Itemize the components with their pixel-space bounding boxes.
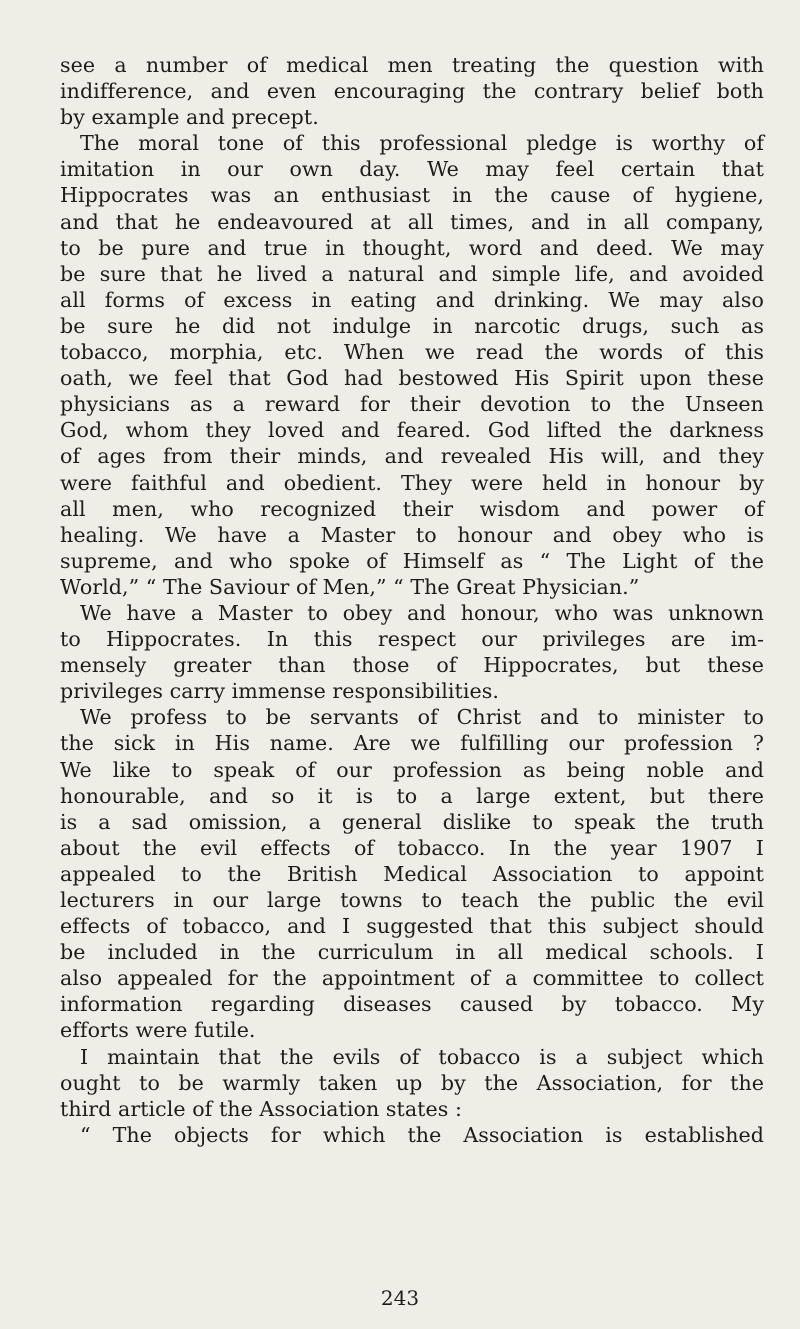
- text-line: World,” “ The Saviour of Men,” “ The Great Physician.”: [60, 574, 640, 599]
- text-line: God, whom they loved and feared. God lifted the darkness: [60, 418, 764, 443]
- text-line: The moral tone of this professional pledge is worthy of: [80, 131, 764, 156]
- text-line: We profess to be servants of Christ and to minister to: [80, 705, 764, 730]
- text-line: We like to speak of our profession as being noble and: [60, 757, 764, 782]
- text-line: all forms of excess in eating and drinking. We may also: [60, 287, 764, 312]
- text-line: information regarding diseases caused by tobacco. My: [60, 992, 764, 1017]
- text-line: honourable, and so it is to a large extent, but there: [60, 783, 764, 808]
- text-line: appealed to the British Medical Association to appoint: [60, 861, 764, 886]
- text-line: by example and precept.: [60, 105, 319, 130]
- text-line: also appealed for the appointment of a committee to collect: [60, 966, 764, 991]
- text-line: be sure that he lived a natural and simple life, and avoided: [60, 261, 764, 286]
- text-line: I maintain that the evils of tobacco is a subject which: [80, 1044, 764, 1069]
- text-line: all men, who recognized their wisdom and power of: [60, 496, 764, 521]
- text-line: to be pure and true in thought, word and deed. We may: [60, 235, 764, 260]
- text-line: ought to be warmly taken up by the Association, for the: [60, 1070, 764, 1095]
- text-line: to Hippocrates. In this respect our privileges are im-: [60, 627, 764, 652]
- body-text: [60, 52, 764, 1148]
- page-number: 243: [380, 1286, 420, 1310]
- text-line: the sick in His name. Are we fulfilling our profession ?: [60, 731, 764, 756]
- text-line: of ages from their minds, and revealed His will, and they: [60, 444, 764, 469]
- text-line: Hippocrates was an enthusiast in the cause of hygiene,: [60, 183, 764, 208]
- text-line: efforts were futile.: [60, 1018, 256, 1043]
- text-line: physicians as a reward for their devotion to the Unseen: [60, 392, 764, 417]
- text-line: We have a Master to obey and honour, who was unknown: [80, 600, 764, 625]
- text-line: healing. We have a Master to honour and obey who is: [60, 522, 764, 547]
- text-line: third article of the Association states :: [60, 1096, 462, 1121]
- text-line: tobacco, morphia, etc. When we read the words of this: [60, 340, 764, 365]
- text-line: imitation in our own day. We may feel certain that: [60, 157, 764, 182]
- text-line: about the evil effects of tobacco. In the year 1907 I: [60, 835, 764, 860]
- text-line: be included in the curriculum in all medical schools. I: [60, 940, 764, 965]
- text-line: were faithful and obedient. They were held in honour by: [60, 470, 764, 495]
- text-line: indifference, and even encouraging the contrary belief both: [60, 79, 764, 104]
- text-line: mensely greater than those of Hippocrates, but these: [60, 653, 764, 678]
- text-line: see a number of medical men treating the question with: [60, 53, 764, 77]
- text-line: “ The objects for which the Association is established: [80, 1122, 764, 1147]
- text-line: be sure he did not indulge in narcotic drugs, such as: [60, 313, 764, 338]
- text-line: privileges carry immense responsibilities.: [60, 679, 499, 704]
- text-line: oath, we feel that God had bestowed His Spirit upon these: [60, 366, 764, 391]
- text-line: is a sad omission, a general dislike to speak the truth: [60, 809, 764, 834]
- text-line: effects of tobacco, and I suggested that this subject should: [60, 914, 764, 939]
- text-line: lecturers in our large towns to teach the public the evil: [60, 888, 764, 912]
- text-line: and that he endeavoured at all times, and in all company,: [60, 209, 764, 234]
- text-line: supreme, and who spoke of Himself as “ The Light of the: [60, 548, 764, 573]
